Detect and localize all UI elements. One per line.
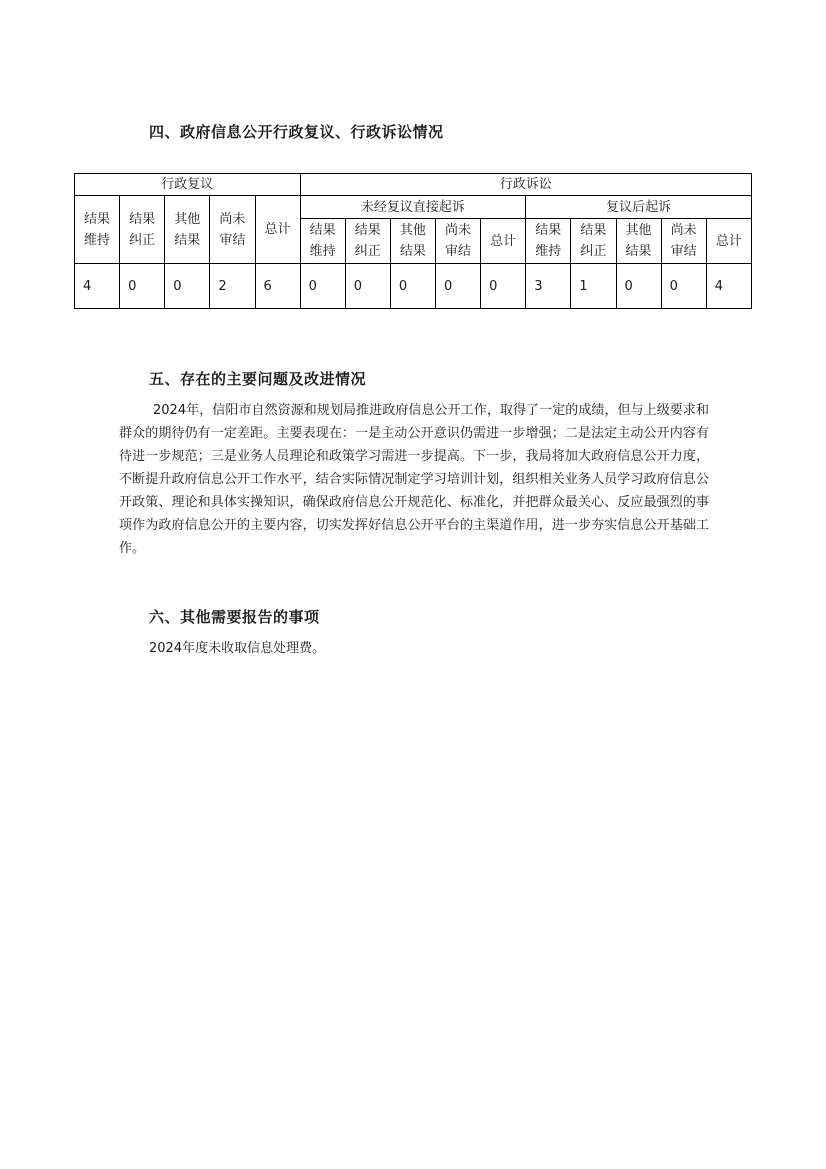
header-after-review-litigation: 复议后起诉 — [526, 196, 752, 219]
section-6-paragraph: 2024年度未收取信息处理费。 — [149, 641, 326, 656]
header-direct-total: 总计 — [481, 219, 526, 264]
header-direct-litigation: 未经复议直接起诉 — [300, 196, 526, 219]
header-after-maintain: 结果维持 — [526, 219, 571, 264]
section-5-paragraph: 2024年，信阳市自然资源和规划局推进政府信息公开工作，取得了一定的成绩，但与上级要求和群众的期待仍有一定差距。主要表现在：一是主动公开意识仍需进一步增强；二是法定主动公开内容有待进一步规范；三是业务人员理论和政策学习需进一步提高。下一步，我局将加大政府信息公开力度，不断提升政府信息公开工作水平，结合实际情况制定学习培训计划，组织相关业务人员学习政府信息公开政策、理论和具体实操知识，确保政府信息公开规范化、标准化，并把群众最关心、反应最强烈的事项作为政府信息公开的主要内容，切实发挥好信息公开平台的主渠道作用，进一步夯实信息公开基础工作。 — [119, 403, 709, 556]
header-administrative-litigation: 行政诉讼 — [300, 174, 751, 196]
direct-maintain-value: 0 — [300, 264, 345, 309]
table-header-row-group — [75, 174, 752, 196]
table-header-row-sub — [75, 196, 752, 219]
section-4-heading: 四、政府信息公开行政复议、行政诉讼情况 — [149, 123, 444, 141]
direct-pending-value: 0 — [436, 264, 481, 309]
after-pending-value: 0 — [661, 264, 706, 309]
header-review-total: 总计 — [255, 196, 300, 264]
review-maintain-value: 4 — [75, 264, 120, 309]
direct-total-value: 0 — [481, 264, 526, 309]
review-other-value: 0 — [165, 264, 210, 309]
after-other-value: 0 — [616, 264, 661, 309]
header-direct-pending: 尚未审结 — [436, 219, 481, 264]
header-direct-maintain: 结果维持 — [300, 219, 345, 264]
header-direct-correct: 结果纠正 — [345, 219, 390, 264]
header-review-pending: 尚未审结 — [210, 196, 255, 264]
after-maintain-value: 3 — [526, 264, 571, 309]
section-6-heading: 六、其他需要报告的事项 — [149, 608, 320, 626]
header-after-other: 其他结果 — [616, 219, 661, 264]
after-total-value: 4 — [706, 264, 751, 309]
review-litigation-table — [74, 173, 752, 309]
header-after-correct: 结果纠正 — [571, 219, 616, 264]
header-after-pending: 尚未审结 — [661, 219, 706, 264]
direct-other-value: 0 — [390, 264, 435, 309]
header-after-total: 总计 — [706, 219, 751, 264]
review-correct-value: 0 — [120, 264, 165, 309]
table-row — [75, 264, 752, 309]
header-review-correct: 结果纠正 — [120, 196, 165, 264]
direct-correct-value: 0 — [345, 264, 390, 309]
after-correct-value: 1 — [571, 264, 616, 309]
header-direct-other: 其他结果 — [390, 219, 435, 264]
header-administrative-review: 行政复议 — [75, 174, 301, 196]
header-review-maintain: 结果维持 — [75, 196, 120, 264]
review-pending-value: 2 — [210, 264, 255, 309]
section-5-heading: 五、存在的主要问题及改进情况 — [149, 370, 367, 388]
review-total-value: 6 — [255, 264, 300, 309]
header-review-other: 其他结果 — [165, 196, 210, 264]
